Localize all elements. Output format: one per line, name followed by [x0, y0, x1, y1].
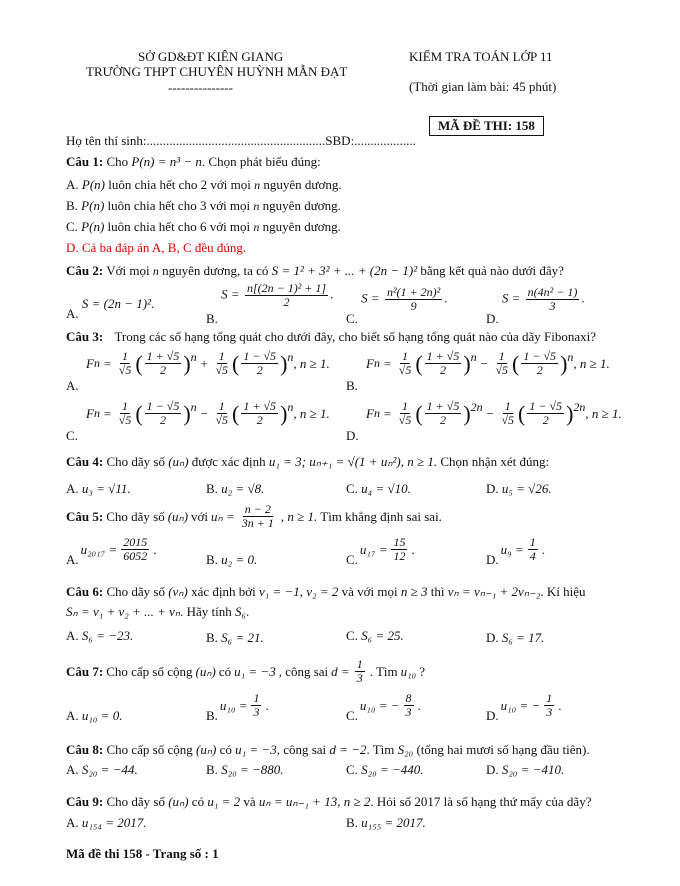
option-d-letter: D. [346, 428, 359, 443]
option-c-formula: F n = $\frac{1}{√5}$ ( $\frac{1 - √5}{2}$ ) n − $\frac{1}{√5}$ ( $\frac{1 + √5}{2}$ ) n , n ≥ 1. [86, 399, 330, 428]
question-4 [66, 454, 549, 470]
formula: u₁₀ = − [500, 697, 541, 713]
question-text: bằng kết quả nào dưới đây? [420, 263, 564, 278]
option-letter: B. [206, 762, 218, 777]
question-label: Câu 8: [66, 742, 104, 757]
option-d [486, 762, 564, 778]
question-text: , công sai [276, 742, 327, 757]
fraction [526, 286, 580, 313]
numerator: 1 [253, 691, 260, 705]
formula: S = (2n − 1)² [81, 296, 151, 311]
question-text: . Tìm [369, 663, 398, 679]
department-name: SỞ GD&ĐT KIÊN GIANG [138, 49, 284, 64]
punctuation: . [581, 290, 585, 306]
formula: n [567, 350, 574, 364]
option-letter: A. [66, 306, 79, 321]
denominator: 4 [529, 549, 536, 564]
denominator: √5 [501, 413, 515, 428]
option-letter: D. [486, 762, 499, 777]
option-a [66, 815, 146, 831]
formula: d = [331, 663, 350, 679]
formula: (uₙ) [168, 454, 189, 469]
formula: u₃ = √11. [81, 481, 131, 496]
formula: u₅ = √26. [501, 481, 552, 496]
formula: n [152, 264, 159, 278]
option-c [346, 285, 448, 326]
denominator: 6052 [123, 549, 148, 564]
formula: S = 1² + 3² + ... + (2n − 1)² [271, 263, 418, 278]
denominator: √5 [495, 363, 509, 378]
option-letter: A. [66, 481, 79, 496]
formula: , n ≥ 1. [585, 405, 622, 421]
option-a [66, 628, 133, 644]
question-text: Cho cấp số cộng [106, 663, 193, 679]
formula: n [373, 406, 380, 421]
option-letter: C. [346, 481, 358, 496]
option-text: nguyên dương. [262, 198, 341, 213]
formula: n [253, 220, 260, 234]
formula: F [86, 405, 94, 421]
exam-time: (Thời gian làm bài: 45 phút) [409, 79, 557, 94]
punctuation: . [153, 541, 157, 557]
fraction [240, 503, 276, 530]
question-3 [66, 329, 596, 345]
question-text: với [191, 508, 209, 524]
numerator: 1 [498, 349, 505, 363]
option-letter: B. [206, 707, 218, 723]
question-label: Câu 9: [66, 794, 104, 809]
question-text: có [219, 742, 232, 757]
option-d [486, 285, 585, 326]
question-text: Cho dãy số [106, 794, 165, 809]
question-label: Câu 7: [66, 663, 104, 679]
option-d [486, 691, 562, 723]
denominator: 2 [542, 413, 549, 428]
option-d: D. Cả ba đáp án A, B, C đều đúng. [66, 240, 247, 255]
formula: u₁₅₄ = 2017. [81, 815, 147, 830]
punctuation: . [558, 697, 562, 713]
option-b-formula: F n = $\frac{1}{√5}$ ( $\frac{1 + √5}{2}$ ) n − $\frac{1}{√5}$ ( $\frac{1 - √5}{2}$ ) n , n ≥ 1. [366, 349, 610, 378]
formula: S₂₀ [397, 742, 414, 757]
formula: F [86, 355, 94, 371]
formula: 2n [573, 400, 586, 414]
denominator: 2 [256, 363, 263, 378]
numerator: 1 − √5 [529, 399, 563, 413]
numerator: 1 + √5 [426, 399, 460, 413]
school-name: TRƯỜNG THPT CHUYÊN HUỲNH MẪN ĐẠT [86, 64, 348, 79]
punctuation: . [411, 541, 415, 557]
formula: (uₙ) [196, 742, 217, 757]
option-b [66, 198, 341, 214]
question-text: . Hãy tính [180, 604, 232, 619]
formula: S₆ = 25. [361, 628, 404, 643]
formula: n [190, 350, 197, 364]
formula: u₂ = √8. [221, 481, 265, 496]
formula: , n ≥ 1. [293, 355, 330, 371]
option-b [206, 281, 334, 326]
option-a [66, 296, 155, 321]
denominator: 2 [440, 413, 446, 428]
numerator: 2015 [123, 535, 148, 549]
formula: S₆ [234, 604, 246, 619]
punctuation: . [541, 541, 545, 557]
numerator: 15 [393, 535, 406, 549]
numerator: n[(2n − 1)² + 1] [246, 281, 327, 295]
formula: − [485, 405, 495, 421]
denominator: 2 [536, 363, 543, 378]
punctuation: . [265, 697, 269, 713]
denominator: 3 [405, 705, 412, 720]
option-letter: D. [486, 481, 499, 496]
question-text: Tìm khẳng định sai sai. [320, 508, 442, 524]
numerator: 1 [546, 691, 553, 705]
question-9 [66, 794, 591, 810]
formula: , n ≥ 1. [280, 508, 318, 524]
formula: n [470, 350, 477, 364]
punctuation: . [151, 296, 155, 311]
formula: u₁₀ = [219, 697, 248, 713]
numerator: 1 [402, 349, 409, 363]
question-text: có [218, 663, 232, 679]
option-letter: D. [486, 310, 499, 326]
denominator: 2 [283, 295, 290, 310]
option-b [206, 691, 269, 723]
formula: P(n) [81, 177, 105, 192]
numerator: 1 + √5 [243, 399, 277, 413]
numerator: 1 [529, 535, 536, 549]
question-text: . Hỏi số 2017 là số hạng thứ mấy của dãy? [370, 794, 592, 809]
denominator: √5 [118, 413, 132, 428]
formula: (uₙ) [168, 794, 189, 809]
denominator: 3 [549, 299, 556, 314]
denominator: 3 [253, 705, 260, 720]
formula: S₆ = 17. [501, 630, 545, 645]
option-text: luôn chia hết cho 6 với mọi [107, 219, 251, 234]
option-c [346, 691, 421, 723]
formula: n [93, 406, 100, 421]
formula: n [373, 356, 380, 371]
question-text: thì [430, 584, 445, 599]
numerator: 1 + √5 [426, 349, 460, 363]
question-text: được xác định [191, 454, 266, 469]
denominator: 2 [160, 413, 166, 428]
formula: n [253, 199, 260, 213]
option-c [346, 762, 424, 778]
option-letter: B. [206, 481, 218, 496]
question-text: Cho dãy số [106, 508, 165, 524]
numerator: n − 2 [244, 502, 271, 516]
question-label: Câu 2: [66, 263, 104, 278]
option-c [66, 219, 341, 235]
formula: F [366, 405, 374, 421]
option-letter: D. [486, 707, 499, 723]
option-c-letter: C. [66, 428, 78, 443]
formula: + [199, 355, 209, 371]
punctuation: . [245, 604, 250, 619]
option-letter: B. [346, 815, 358, 830]
question-text: . Chọn phát biểu đúng: [201, 154, 321, 169]
option-c [346, 481, 411, 497]
question-label: Câu 5: [66, 508, 104, 524]
numerator: 1 [218, 349, 225, 363]
option-letter: C. [66, 219, 78, 234]
denominator: √5 [215, 363, 229, 378]
numerator: 1 − √5 [523, 349, 557, 363]
denominator: 3 [356, 671, 363, 686]
option-a [66, 535, 157, 567]
question-text: Cho [106, 154, 129, 169]
denominator: 12 [393, 549, 406, 564]
numerator: 1 [402, 399, 409, 413]
formula: n [190, 400, 197, 414]
option-c [346, 628, 404, 644]
option-a [66, 177, 342, 193]
denominator: 2 [160, 363, 166, 378]
option-b [206, 552, 257, 568]
formula: vₙ = vₙ₋₁ + 2vₙ₋₂ [447, 584, 541, 599]
option-text: nguyên dương. [263, 177, 342, 192]
option-a [66, 708, 122, 724]
question-text: . Kí hiệu [540, 584, 586, 599]
question-6 [66, 584, 586, 600]
option-letter: A. [66, 628, 79, 643]
option-d-formula: F n = $\frac{1}{√5}$ ( $\frac{1 + √5}{2}$ ) 2n − $\frac{1}{√5}$ ( $\frac{1 - √5}{2}$ ) 2n , n ≥ 1. [366, 399, 622, 428]
option-letter: B. [206, 552, 218, 567]
option-b [206, 630, 264, 646]
option-d [486, 481, 552, 497]
numerator: n²(1 + 2n)² [386, 285, 441, 299]
question-1 [66, 154, 321, 170]
option-letter: A. [66, 708, 79, 723]
formula: (vₙ) [168, 584, 188, 599]
numerator: 1 [122, 399, 129, 413]
question-5 [66, 503, 442, 530]
denominator: 3n + 1 [241, 516, 274, 531]
option-letter: A. [66, 177, 79, 192]
formula: P(n) = n³ − n [131, 154, 202, 169]
formula: u₁ = 3; uₙ₊₁ = √(1 + uₙ²), n ≥ 1. [268, 454, 438, 469]
option-d [486, 630, 544, 646]
formula: S = [361, 290, 380, 306]
numerator: 1 [356, 657, 363, 671]
numerator: 1 [218, 399, 225, 413]
denominator: 3 [546, 705, 553, 720]
question-text: Trong các số hạng tổng quát cho dưới đây, cho biết số hạng tổng quát nào của dãy Fibonaxi? [114, 329, 597, 344]
option-b [346, 815, 426, 831]
formula: u₁₀ = 0. [81, 708, 123, 723]
formula: P(n) [81, 198, 105, 213]
option-a-formula: F n = $\frac{1}{√5}$ ( $\frac{1 + √5}{2}$ ) n + $\frac{1}{√5}$ ( $\frac{1 - √5}{2}$ ) n , n ≥ 1. [86, 349, 330, 378]
formula: S₂₀ = −440. [361, 762, 424, 777]
denominator: 2 [256, 413, 263, 428]
question-2 [66, 263, 564, 279]
formula: uₙ = uₙ₋₁ + 13, n ≥ 2 [258, 794, 371, 809]
formula: S₆ = −23. [81, 628, 134, 643]
option-letter: A. [66, 762, 79, 777]
option-c [346, 535, 415, 567]
formula: − [479, 355, 489, 371]
option-letter: C. [346, 628, 358, 643]
formula: (uₙ) [195, 663, 216, 679]
denominator: √5 [398, 413, 412, 428]
question-text: Cho dãy số [106, 454, 165, 469]
question-text: ? [419, 663, 425, 679]
option-a [66, 481, 131, 497]
punctuation: . [330, 286, 334, 302]
question-text: xác định bởi [191, 584, 256, 599]
option-letter: D. [486, 551, 499, 567]
numerator: 8 [405, 691, 412, 705]
question-text: có [191, 794, 205, 809]
formula: n [287, 400, 294, 414]
denominator: √5 [398, 363, 412, 378]
formula: uₙ = [211, 508, 235, 524]
option-letter: A. [66, 551, 79, 567]
formula: u₂₀₁₇ = [80, 541, 118, 557]
option-b [206, 481, 264, 497]
formula: S₆ = 21. [221, 630, 264, 645]
formula: u₁₇ = [359, 541, 388, 557]
option-a [66, 762, 138, 778]
formula: u₉ = [500, 541, 524, 557]
formula: n [93, 356, 100, 371]
numerator: 1 + √5 [146, 349, 180, 363]
formula: S = [221, 286, 240, 302]
student-name-line: Họ tên thí sinh:.......................................................SBD:................... [66, 133, 416, 148]
formula: P(n) [81, 219, 105, 234]
formula: S₂₀ = −44. [81, 762, 138, 777]
question-text: . Tìm [366, 742, 395, 757]
formula: u₁ = −3 [235, 742, 277, 757]
question-label: Câu 3: [66, 329, 104, 344]
formula: u₁₀ = − [359, 697, 400, 713]
denominator: 9 [410, 299, 417, 314]
option-a-letter: A. [66, 378, 79, 393]
question-text: Cho dãy số [106, 584, 165, 599]
exam-code-box: MÃ ĐỀ THI: 158 [429, 116, 544, 136]
denominator: √5 [118, 363, 132, 378]
option-letter: A. [66, 815, 79, 830]
option-b [206, 762, 284, 778]
fraction [245, 282, 328, 309]
numerator: 1 − √5 [146, 399, 180, 413]
question-label: Câu 6: [66, 584, 104, 599]
formula: n [287, 350, 294, 364]
formula: d = −2 [329, 742, 367, 757]
option-d [486, 535, 545, 567]
option-text: luôn chia hết cho 3 với mọi [107, 198, 251, 213]
denominator: 2 [440, 363, 446, 378]
option-text: luôn chia hết cho 2 với mọi [108, 177, 251, 192]
question-7 [66, 658, 425, 685]
formula: S₂₀ = −880. [221, 762, 284, 777]
question-text: nguyên dương, ta có [162, 263, 269, 278]
formula: n [254, 178, 261, 192]
option-letter: C. [346, 762, 358, 777]
formula: (uₙ) [167, 508, 189, 524]
question-label: Câu 4: [66, 454, 104, 469]
question-text: , công sai [278, 663, 329, 679]
formula: S = [501, 290, 521, 306]
option-letter: B. [66, 198, 78, 213]
formula: u₁ = −3 [234, 663, 276, 679]
option-letter: C. [346, 707, 358, 723]
numerator: 1 [504, 399, 511, 413]
question-8 [66, 742, 590, 758]
punctuation: . [417, 697, 421, 713]
exam-title: KIỂM TRA TOÁN LỚP 11 [409, 49, 553, 64]
header-dashes: --------------- [168, 80, 233, 95]
formula: − [199, 405, 209, 421]
formula: = [102, 355, 112, 371]
question-text: và với mọi [341, 584, 398, 599]
question-text: Với mọi [106, 263, 150, 278]
formula: F [366, 355, 374, 371]
option-letter: B. [206, 630, 218, 645]
option-letter: B. [206, 310, 218, 326]
question-6-line-2 [66, 604, 249, 620]
fraction [385, 286, 442, 313]
formula: u₄ = √10. [361, 481, 411, 496]
question-text: Chọn nhận xét đúng: [440, 454, 550, 469]
question-text: (tổng hai mươi số hạng đầu tiên). [416, 742, 590, 757]
option-letter: D. [486, 630, 499, 645]
numerator: 1 − √5 [243, 349, 277, 363]
question-text: Cho cấp số cộng [106, 742, 193, 757]
option-text: nguyên dương. [262, 219, 341, 234]
formula: n ≥ 3 [400, 584, 428, 599]
formula: = [382, 355, 392, 371]
formula: Sₙ = v₁ + v₂ + ... + vₙ [66, 604, 181, 619]
formula: , n ≥ 1. [573, 355, 610, 371]
option-letter: C. [346, 310, 358, 326]
formula: v₁ = −1, v₂ = 2 [258, 584, 339, 599]
punctuation: . [444, 290, 448, 306]
question-label: Câu 1: [66, 154, 104, 169]
option-b-letter: B. [346, 378, 358, 393]
option-letter: C. [346, 551, 358, 567]
numerator: n(4n² − 1) [527, 285, 578, 299]
formula: S₂₀ = −410. [501, 762, 565, 777]
formula: u₁₀ [400, 663, 417, 679]
question-text: và [243, 794, 256, 809]
page-footer: Mã đề thi 158 - Trang số : 1 [66, 846, 219, 861]
formula: u₂ = 0. [221, 552, 258, 567]
formula: 2n [470, 400, 483, 414]
formula: = [382, 405, 392, 421]
formula: u₁₅₅ = 2017. [361, 815, 426, 830]
denominator: √5 [215, 413, 229, 428]
formula: = [102, 405, 112, 421]
formula: u₁ = 2 [207, 794, 241, 809]
formula: , n ≥ 1. [293, 405, 330, 421]
numerator: 1 [122, 349, 129, 363]
